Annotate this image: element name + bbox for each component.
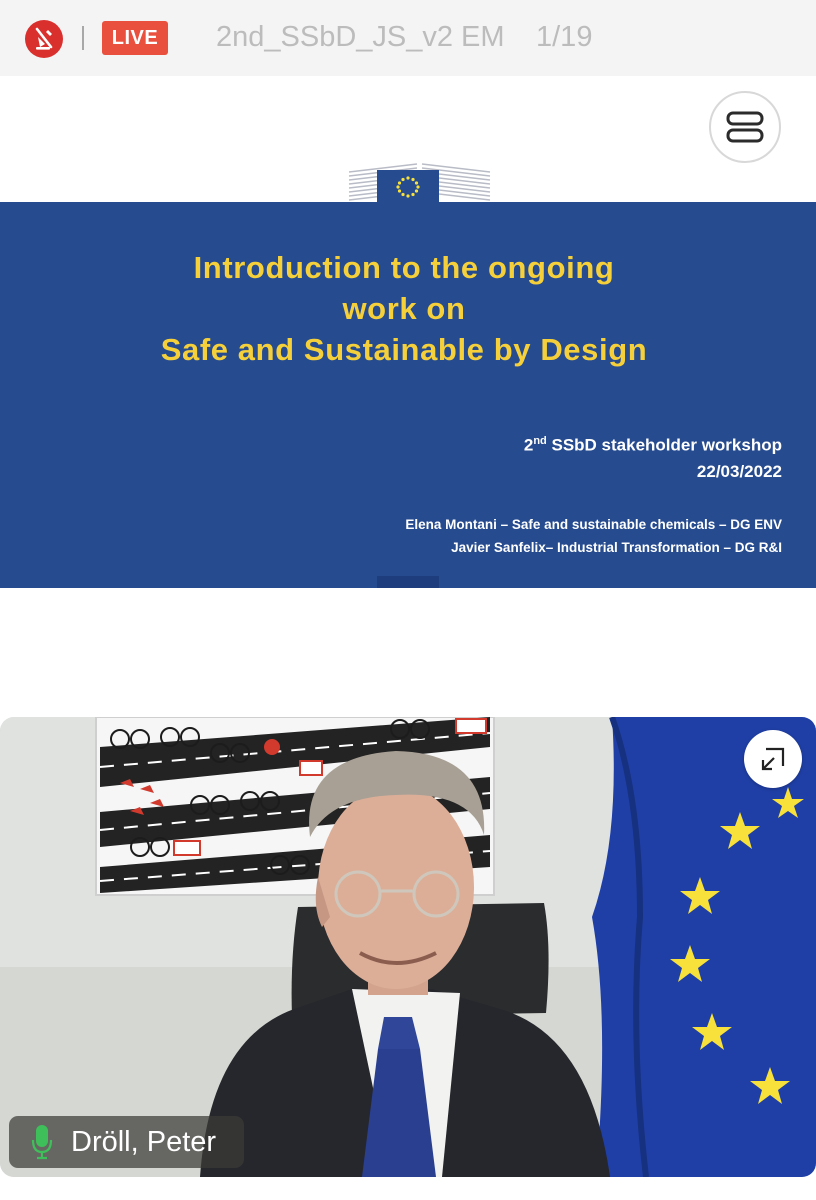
live-badge: LIVE (102, 21, 168, 55)
mic-off-icon (33, 27, 55, 51)
video-frame (0, 717, 816, 1177)
slide-title (0, 247, 808, 370)
speaker-1: Elena Montani – Safe and sustainable chemicals – DG ENV (405, 517, 782, 532)
divider (82, 26, 84, 50)
top-bar (0, 0, 816, 76)
slide-decor-tab (377, 576, 439, 588)
workshop-name (524, 428, 782, 459)
workshop-title: SSbD stakeholder workshop (546, 435, 782, 455)
slide-title-line2: work on (342, 291, 466, 326)
exit-fullscreen-icon (759, 745, 787, 773)
presentation-title: 2nd_SSbD_JS_v2 EM (216, 21, 505, 53)
participant-name: Dröll, Peter (71, 1125, 217, 1158)
participant-video[interactable] (0, 717, 816, 1177)
participant-name-tag (9, 1116, 244, 1168)
picture-in-picture-button[interactable] (744, 730, 802, 788)
page-indicator: 1/19 (536, 21, 593, 53)
slide-title-line3: Safe and Sustainable by Design (160, 332, 648, 367)
speaker-list (405, 513, 782, 559)
speaker-2: Javier Sanfelix– Industrial Transformation – DG R&I (451, 540, 782, 555)
workshop-date: 22/03/2022 (696, 461, 782, 481)
layout-rows-icon (726, 110, 764, 144)
workshop-info (524, 428, 782, 485)
workshop-ordinal-sup: nd (533, 435, 547, 447)
microphone-icon (31, 1124, 53, 1160)
slide-title-line1: Introduction to the ongoing (193, 250, 615, 285)
presentation-slide (0, 202, 816, 588)
workshop-ordinal: 2 (523, 435, 534, 455)
layout-toggle-button[interactable] (709, 91, 781, 163)
mute-button[interactable] (25, 20, 63, 58)
